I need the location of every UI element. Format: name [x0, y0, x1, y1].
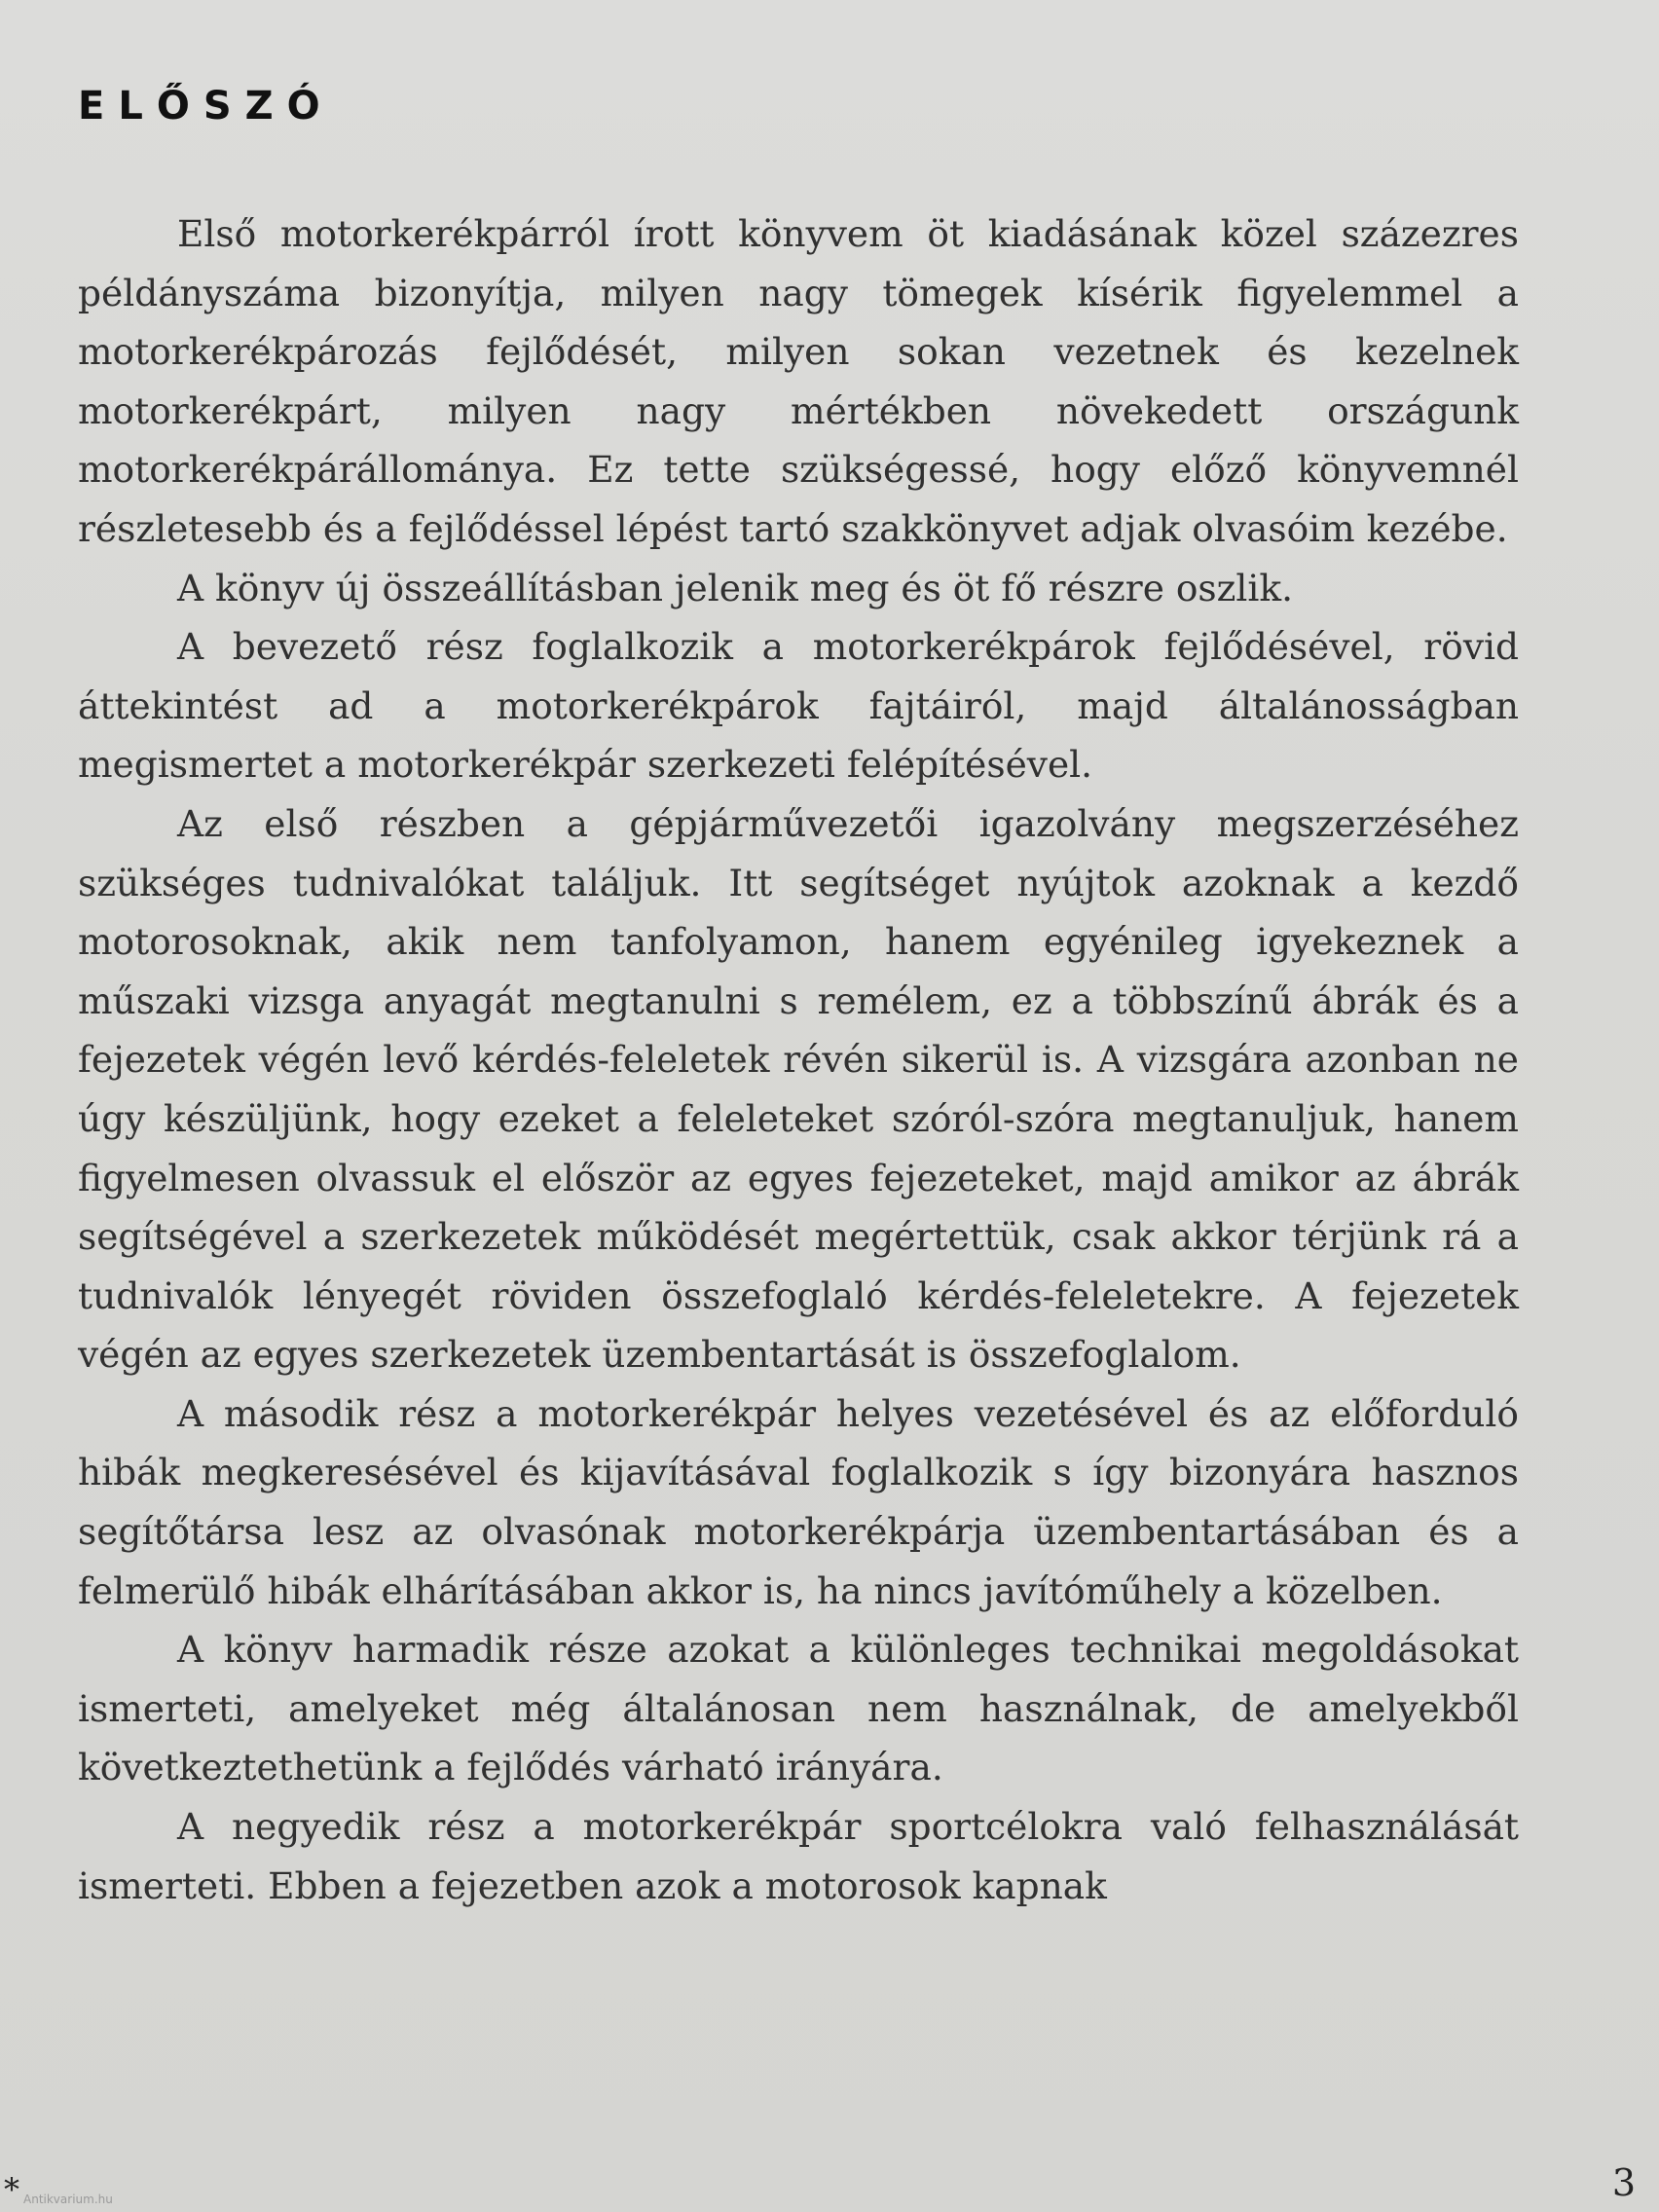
watermark: Antikvarium.hu [23, 2193, 113, 2206]
paragraph: A könyv új összeállításban jelenik meg és öt fő részre oszlik. [177, 566, 1294, 609]
paragraph: Első motorkerékpárról írott könyvem öt kiadásának közel százezres példányszáma bizonyítja, milyen nagy tömegek kísérik figyelemmel a motorkerékpározás fejlődését, milyen sokan vezetnek és kezelnek motorkerékpárt, milyen nagy mértékben növekedett országunk motorkerékpárállománya. Ez tette szükségessé, hogy előző könyvemnél részletesebb és a fejlődéssel lépést tartó szakkönyvet adjak olvasóim kezébe. [78, 212, 1519, 550]
paragraph: A bevezető rész foglalkozik a motorkerékpárok fejlődésével, rövid áttekintést ad a motorkerékpárok fajtáiról, majd általánosságban megismertet a motorkerékpár szerkezeti felépítésével. [78, 625, 1519, 787]
page-number: 3 [1611, 2161, 1636, 2204]
paragraph: A második rész a motorkerékpár helyes vezetésével és az előforduló hibák megkeresésével és kijavításával foglalkozik s így bizonyára hasznos segítőtársa lesz az olvasónak motorkerékpárja üzembentartásában és a felmerülő hibák elhárításában akkor is, ha nincs javítóműhely a közelben. [78, 1391, 1519, 1612]
page-title: ELŐSZÓ [78, 84, 334, 129]
footer-mark: * [4, 2171, 19, 2208]
body-text [78, 204, 1519, 1915]
paragraph: A könyv harmadik része azokat a különleges technikai megoldásokat ismerteti, amelyeket még általánosan nem használnak, de amelyekből következtethetünk a fejlődés várható irányára. [78, 1628, 1519, 1789]
paragraph: A negyedik rész a motorkerékpár sportcélokra való felhasználását ismerteti. Ebben a fejezetben azok a motorosok kapnak [78, 1805, 1519, 1907]
paragraph: Az első részben a gépjárművezetői igazolvány megszerzéséhez szükséges tudnivalókat találjuk. Itt segítséget nyújtok azoknak a kezdő motorosoknak, akik nem tanfolyamon, hanem egyénileg igyekeznek a műszaki vizsga anyagát megtanulni s remélem, ez a többszínű ábrák és a fejezetek végén levő kérdés-feleletek révén sikerül is. A vizsgára azonban ne úgy készüljünk, hogy ezeket a feleleteket szóról-szóra megtanuljuk, hanem figyelmesen olvassuk el először az egyes fejezeteket, majd amikor az ábrák segítségével a szerkezetek működését megértettük, csak akkor térjünk rá a tudnivalók lényegét röviden összefoglaló kérdés-feleletekre. A fejezetek végén az egyes szerkezetek üzembentartását is összefoglalom. [78, 801, 1519, 1377]
